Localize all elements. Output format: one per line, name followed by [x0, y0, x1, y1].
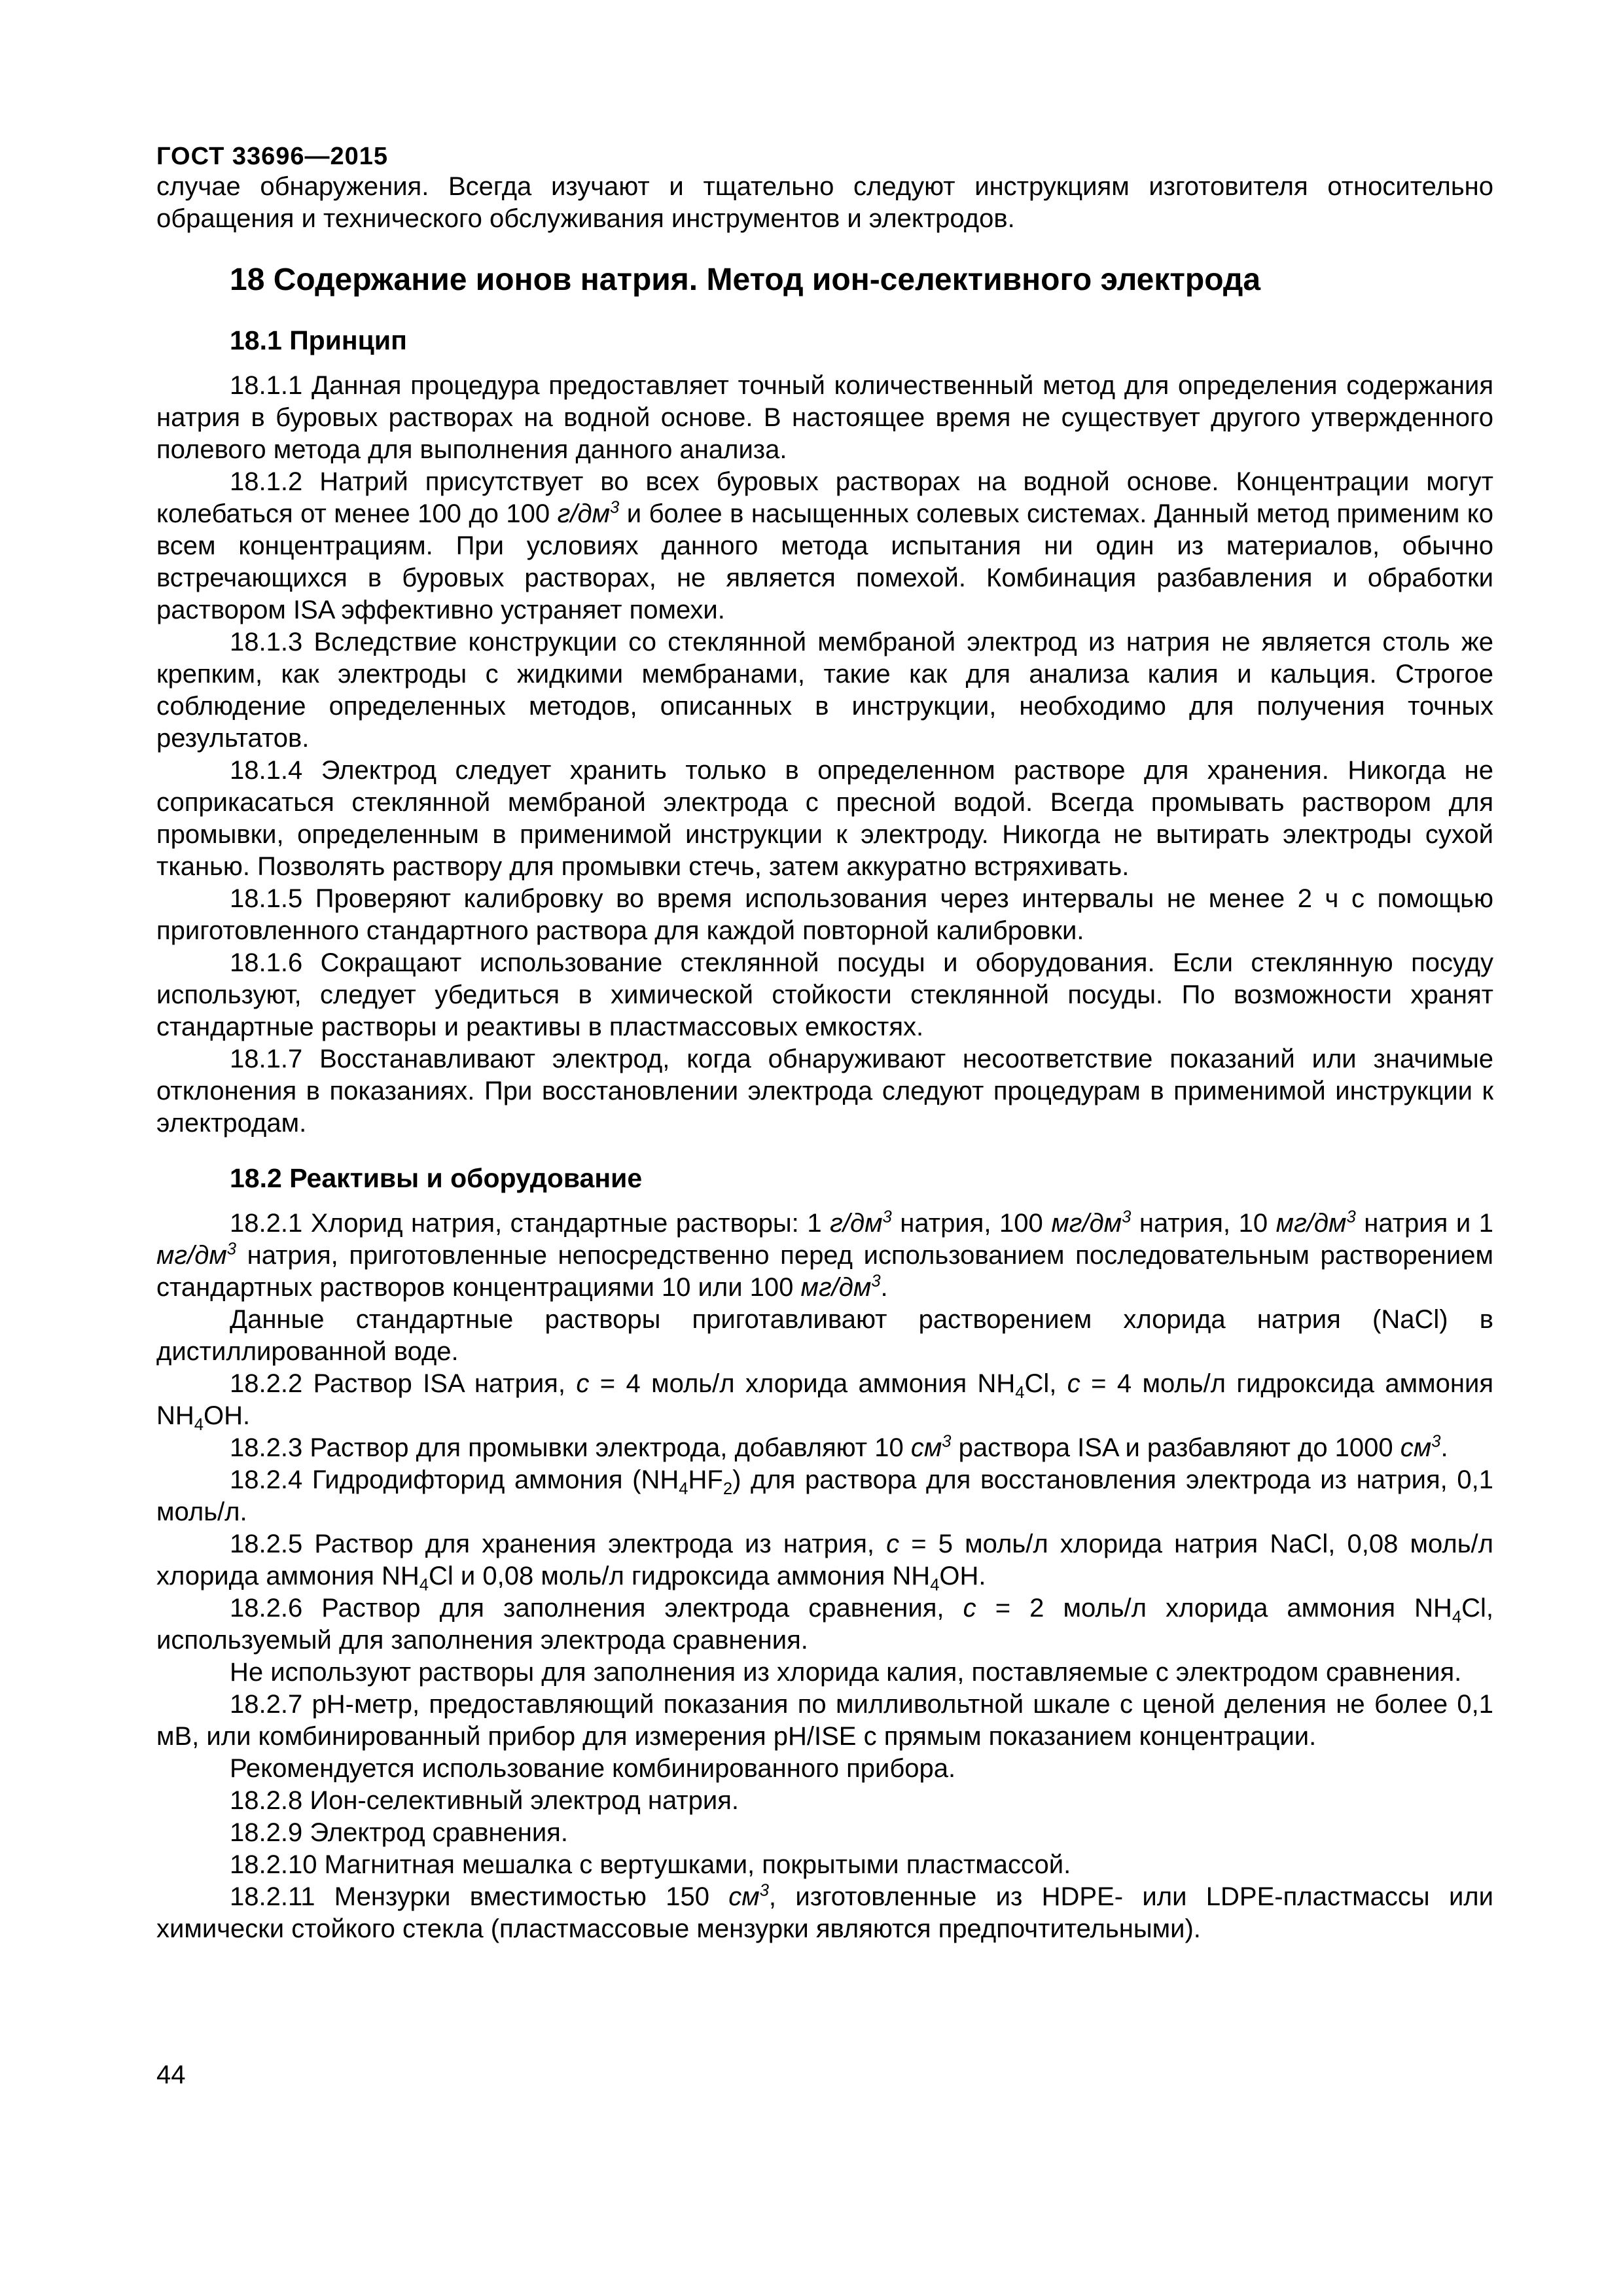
clause-paragraph: 18.1.2 Натрий присутствует во всех буровых растворах на водной основе. Концентрации могут колебаться от менее 100 до 100 $г/дм^3$ и более в насыщенных солевых системах. Данный метод применим ко всем концентрациям. При условиях данного метода испытания ни один из материалов, обычно встречающихся в буровых растворах, не является помехой. Комбинация разбавления и обработки раствором ISA эффективно устраняет помехи. [156, 467, 1494, 624]
sections-container [156, 324, 1493, 1945]
clause-paragraph: 18.1.1 Данная процедура предоставляет точный количественный метод для определения содержания натрия в буровых растворах на водной основе. В настоящее время не существует другого утвержденного полевого метода для выполнения данного анализа. [156, 371, 1493, 464]
section-title-18.1: 18.1 Принцип [230, 325, 407, 355]
clause-paragraph: Данные стандартные растворы приготавливают растворением хлорида натрия (NaCl) в дистиллированной воде. [156, 1305, 1493, 1366]
clause-paragraph: 18.2.9 Электрод сравнения. [230, 1818, 568, 1847]
clause-paragraph: 18.1.3 Вследствие конструкции со стеклянной мембраной электрод из натрия не является столь же крепким, как электроды с жидкими мембранами, такие как для анализа калия и кальция. Строгое соблюдение определенных методов, описанных в инструкции, необходимо для получения точных результатов. [156, 628, 1493, 753]
chapter-title: 18 Содержание ионов натрия. Метод ион-селективного электрода [230, 262, 1261, 297]
page-number: 44 [156, 2060, 186, 2089]
clause-paragraph: 18.1.7 Восстанавливают электрод, когда обнаруживают несоответствие показаний или значимые отклонения в показаниях. При восстановлении электрода следуют процедурам в применимой инструкции к электродам. [156, 1045, 1493, 1138]
clause-paragraph: Не используют растворы для заполнения из хлорида калия, поставляемые с электродом сравнения. [230, 1658, 1462, 1687]
clause-paragraph: 18.1.6 Сокращают использование стеклянной посуды и оборудования. Если стеклянную посуду используют, следует убедиться в химической стойкости стеклянной посуды. По возможности хранят стандартные растворы и реактивы в пластмассовых емкостях. [156, 948, 1493, 1041]
clause-paragraph: 18.2.2 Раствор ISA натрия, с = 4 моль/л хлорида аммония $NH_4Cl$, с = 4 моль/л гидроксида аммония $NH_4OH$. [156, 1369, 1494, 1434]
section-title-18.2: 18.2 Реактивы и оборудование [230, 1163, 643, 1193]
clause-paragraph: 18.2.11 Мензурки вместимостью 150 $см^3$, изготовленные из HDPE- или LDPE-пластмассы или химически стойкого стекла (пластмассовые мензурки являются предпочтительными). [156, 1881, 1493, 1943]
clause-paragraph: 18.2.8 Ион-селективный электрод натрия. [230, 1786, 739, 1815]
clause-paragraph: 18.2.3 Раствор для промывки электрода, добавляют 10 $см^3$ раствора ISA и разбавляют до 1000 $см^3$. [230, 1432, 1448, 1462]
clause-paragraph: 18.1.5 Проверяют калибровку во время использования через интервалы не менее 2 ч с помощью приготовленного стандартного раствора для каждой повторной калибровки. [156, 884, 1493, 945]
clause-paragraph: 18.2.10 Магнитная мешалка с вертушками, покрытыми пластмассой. [230, 1850, 1071, 1879]
doc-code-header: ГОСТ 33696—2015 [156, 143, 389, 170]
page-content [156, 0, 1493, 1945]
clause-paragraph: Рекомендуется использование комбинированного прибора. [230, 1754, 956, 1783]
intro-continuation-paragraph: случае обнаружения. Всегда изучают и тщательно следуют инструкциям изготовителя относительно обращения и технического обслуживания инструментов и электродов. [156, 172, 1493, 233]
clause-paragraph: 18.2.7 pH-метр, предоставляющий показания по милливольтной шкале с ценой деления не более 0,1 мВ, или комбинированный прибор для измерения pH/ISE с прямым показанием концентрации. [156, 1690, 1493, 1751]
clause-paragraph: 18.2.5 Раствор для хранения электрода из натрия, с = 5 моль/л хлорида натрия NaCl, 0,08 моль/л хлорида аммония $NH_4Cl$ и 0,08 моль/л гидроксида аммония $NH_4OH$. [156, 1530, 1494, 1594]
clause-paragraph: 18.1.4 Электрод следует хранить только в определенном растворе для хранения. Никогда не соприкасаться стеклянной мембраной электрода с пресной водой. Всегда промывать раствором для промывки, определенным в применимой инструкции к электроду. Никогда не вытирать электроды сухой тканью. Позволять раствору для промывки стечь, затем аккуратно встряхивать. [156, 756, 1493, 881]
clause-paragraph: 18.2.1 Хлорид натрия, стандартные растворы: 1 $г/дм^3$ натрия, 100 $мг/дм^3$ натрия, 10 $мг/дм^3$ натрия и 1 $мг/дм^3$ натрия, приготовленные непосредственно перед использованием последовательным растворением стандартных растворов концентрациями 10 или 100 $мг/дм^3$. [156, 1208, 1493, 1302]
clause-paragraph: 18.2.6 Раствор для заполнения электрода сравнения, с = 2 моль/л хлорида аммония $NH_4Cl$, используемый для заполнения электрода сравнения. [156, 1594, 1493, 1655]
clause-paragraph: 18.2.4 Гидродифторид аммония $(NH_4HF_2)$ для раствора для восстановления электрода из натрия, 0,1 моль/л. [156, 1465, 1493, 1526]
